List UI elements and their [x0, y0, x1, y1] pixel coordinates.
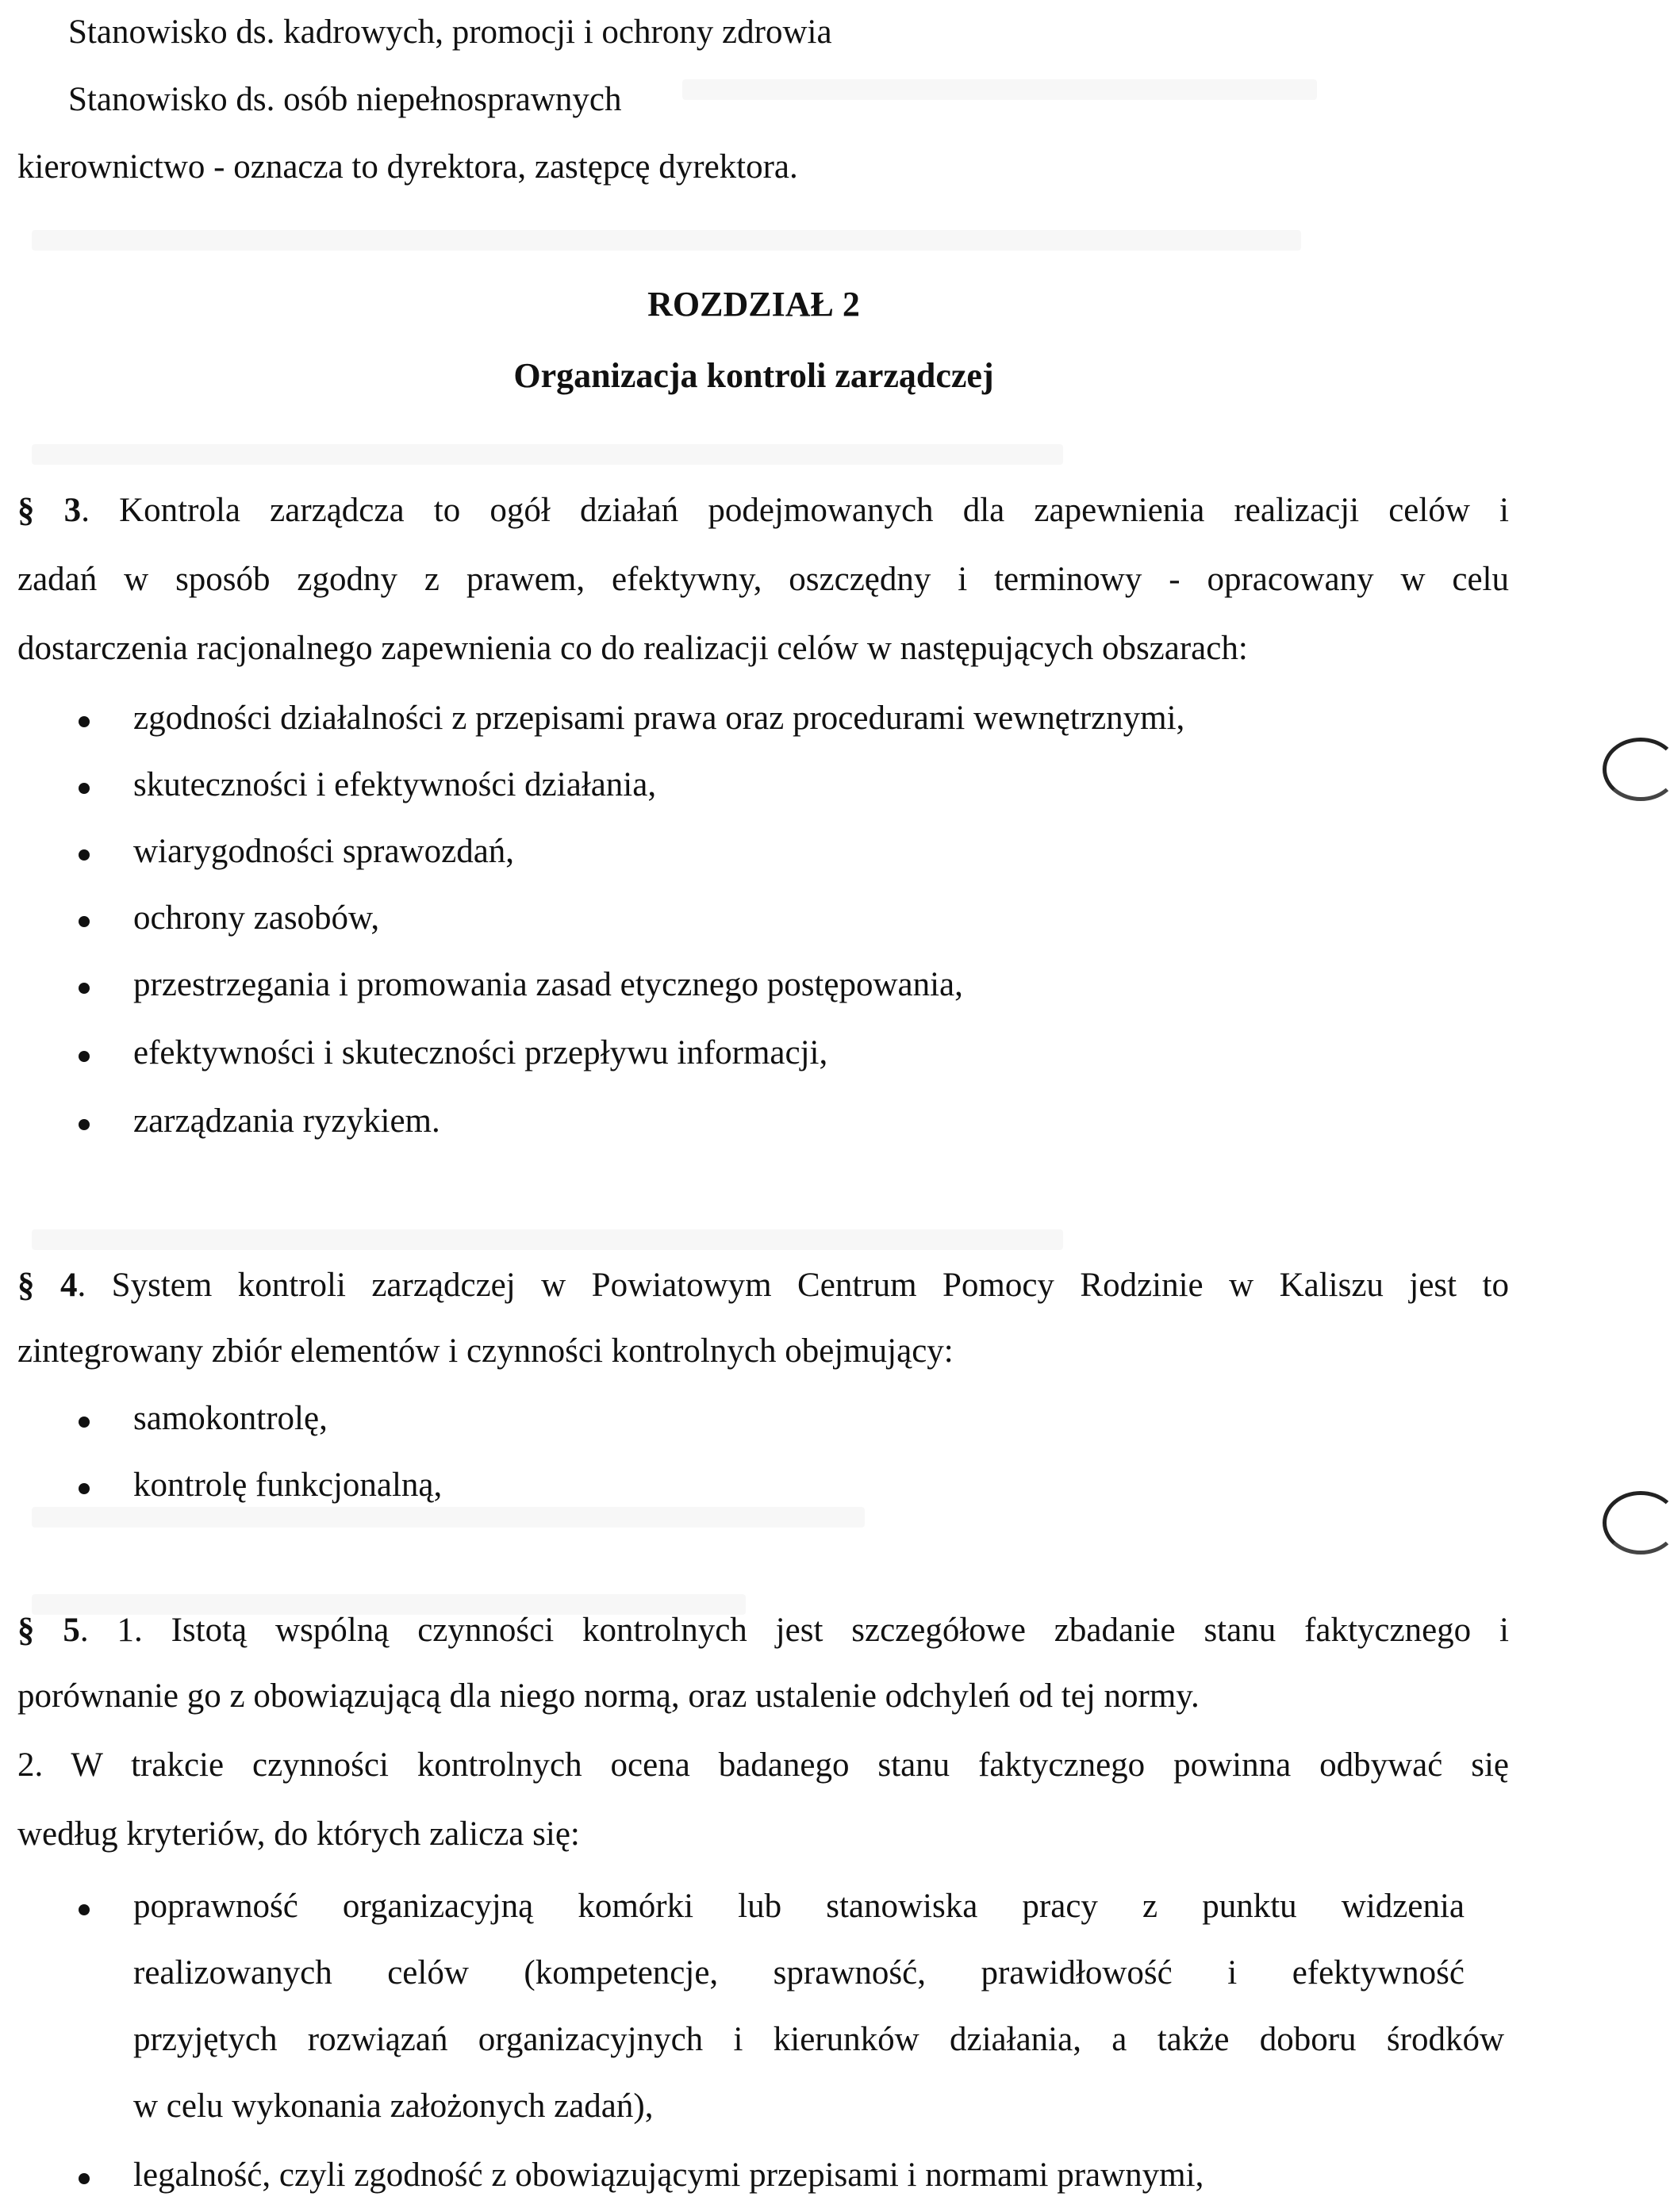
section5-mark: § 5 [17, 1612, 80, 1649]
chapter-title: Organizacja kontroli zarządczej [513, 356, 994, 395]
section4-item: samokontrolę, [133, 1400, 328, 1437]
bullet-icon [79, 1417, 90, 1428]
section3-item: zgodności działalności z przepisami prawa oraz procedurami wewnętrznymi, [133, 700, 1185, 737]
bullet-icon [79, 1051, 90, 1062]
intro-line: Stanowisko ds. kadrowych, promocji i ochrony zdrowia [68, 13, 832, 51]
section3-item: zarządzania ryzykiem. [133, 1102, 440, 1140]
bullet-icon [79, 983, 90, 994]
section3-item: ochrony zasobów, [133, 899, 380, 937]
punch-hole-icon [1603, 1491, 1670, 1555]
section4-line1: § 4. System kontroli zarządczej w Powiatowym Centrum Pomocy Rodzinie w Kaliszu jest to [17, 1267, 1509, 1304]
intro-line: Stanowisko ds. osób niepełnosprawnych [68, 81, 622, 118]
section3-line2: zadań w sposób zgodny z prawem, efektywny, oszczędny i terminowy - opracowany w celu [17, 561, 1509, 598]
bullet-icon [79, 1904, 90, 1915]
section5-line1: § 5. 1. Istotą wspólną czynności kontrolnych jest szczegółowe zbadanie stanu faktycznego i [17, 1612, 1509, 1649]
section4-line2: zintegrowany zbiór elementów i czynności kontrolnych obejmujący: [17, 1332, 954, 1370]
bullet-icon [79, 1119, 90, 1130]
section4-mark: § 4 [17, 1267, 78, 1304]
section4-item: kontrolę funkcjonalną, [133, 1466, 443, 1504]
chapter-number: ROZDZIAŁ 2 [647, 285, 860, 324]
intro-line: kierownictwo - oznacza to dyrektora, zastępcę dyrektora. [17, 148, 798, 186]
section5-item1-line: poprawność organizacyjną komórki lub stanowiska pracy z punktu widzenia [133, 1888, 1465, 1925]
bullet-icon [79, 783, 90, 794]
section5-item1-line: realizowanych celów (kompetencje, sprawność, prawidłowość i efektywność [133, 1954, 1465, 1992]
bullet-icon [79, 2173, 90, 2184]
punch-hole-icon [1603, 738, 1670, 801]
section3-item: wiarygodności sprawozdań, [133, 833, 515, 870]
section5-item1-line: w celu wykonania założonych zadań), [133, 2087, 654, 2125]
section3-item: efektywności i skuteczności przepływu informacji, [133, 1034, 828, 1071]
section3-mark: § 3 [17, 492, 82, 529]
bullet-icon [79, 1483, 90, 1494]
section3-item: skuteczności i efektywności działania, [133, 766, 657, 803]
section3-line3: dostarczenia racjonalnego zapewnienia co do realizacji celów w następujących obszarach: [17, 630, 1248, 667]
section3-item: przestrzegania i promowania zasad etycznego postępowania, [133, 966, 963, 1003]
section3-line1: § 3. Kontrola zarządcza to ogół działań podejmowanych dla zapewnienia realizacji celów i [17, 492, 1510, 529]
section5-line3: 2. W trakcie czynności kontrolnych ocena badanego stanu faktycznego powinna odbywać się [17, 1746, 1509, 1784]
bullet-icon [79, 716, 90, 727]
section5-item1-line: przyjętych rozwiązań organizacyjnych i kierunków działania, a także doboru środków [133, 2021, 1504, 2058]
section5-line2: porównanie go z obowiązującą dla niego normą, oraz ustalenie odchyleń od tej normy. [17, 1677, 1200, 1715]
bullet-icon [79, 916, 90, 927]
section5-item2: legalność, czyli zgodność z obowiązującymi przepisami i normami prawnymi, [133, 2156, 1204, 2194]
section5-line4: według kryteriów, do których zalicza się: [17, 1815, 580, 1853]
bullet-icon [79, 849, 90, 861]
